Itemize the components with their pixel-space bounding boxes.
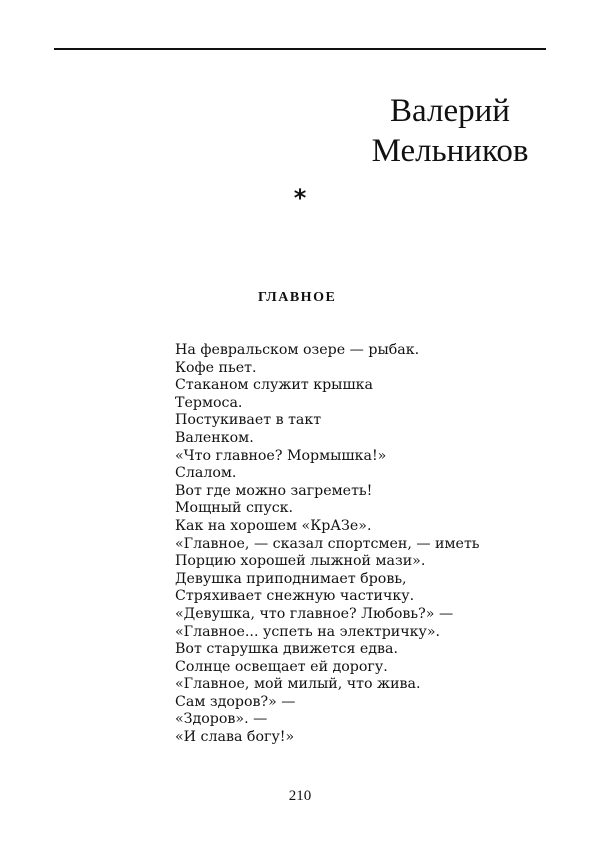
- poem-line: Порцию хорошей лыжной мази».: [175, 553, 426, 570]
- asterisk-ornament-icon: *: [293, 184, 307, 212]
- top-rule: [54, 48, 546, 50]
- poem-line: Слалом.: [175, 465, 237, 482]
- poem-line: Стаканом служит крышка: [175, 377, 373, 394]
- poem-line: Девушка приподнимает бровь,: [175, 570, 407, 587]
- poem-line: Мощный спуск.: [175, 500, 294, 517]
- poem-line: «Здоров». —: [175, 711, 268, 728]
- poem-line: Термоса.: [175, 394, 243, 411]
- poem-line: «И слава богу!»: [175, 729, 295, 746]
- poem-line: «Главное... успеть на электричку».: [175, 623, 441, 640]
- author-last-name: Мельников: [371, 133, 529, 169]
- poem-line: Как на хорошем «КрАЗе».: [175, 517, 372, 534]
- poem-line: Сам здоров?» —: [175, 693, 296, 710]
- poem-line: Вот где можно загреметь!: [175, 482, 373, 499]
- poem-line: Валенком.: [175, 429, 254, 446]
- author-name: [300, 91, 600, 171]
- poem-line: Стряхивает снежную частичку.: [175, 588, 415, 605]
- poem-line: Вот старушка движется едва.: [175, 641, 399, 658]
- poem-line: «Главное, мой милый, что жива.: [175, 676, 421, 693]
- poem-line: «Что главное? Мормышка!»: [175, 447, 387, 464]
- poem-line: «Девушка, что главное? Любовь?» —: [175, 605, 454, 622]
- poem-title: ГЛАВНОЕ: [258, 290, 337, 305]
- poem-line: На февральском озере — рыбак.: [175, 342, 420, 358]
- poem-line: «Главное, — сказал спортсмен, — иметь: [175, 535, 480, 552]
- poem-line: Солнце освещает ей дорогу.: [175, 658, 388, 675]
- poem-body: [175, 342, 480, 747]
- page-number: 210: [288, 788, 312, 804]
- poem-line: Постукивает в такт: [175, 412, 322, 429]
- author-first-name: Валерий: [390, 93, 510, 129]
- poem-line: Кофе пьет.: [175, 359, 257, 376]
